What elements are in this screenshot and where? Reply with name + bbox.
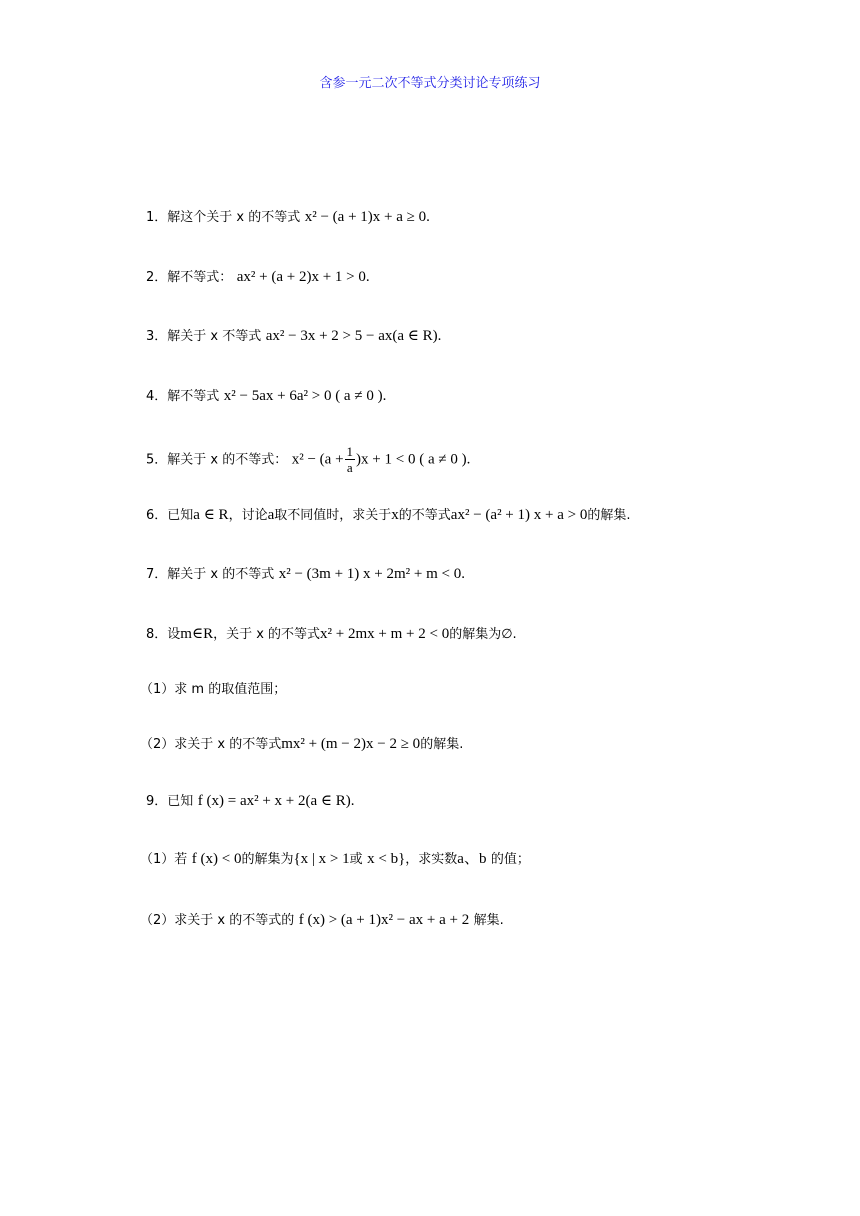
problem-text: 或 (349, 852, 363, 867)
problem-8-part-2 (140, 733, 463, 756)
problem-number: （2） (140, 913, 175, 928)
problem-math: ax² − 3x + 2 > 5 − ax(a ∈ R) (265, 328, 438, 344)
problem-text: 的解集. (587, 508, 631, 523)
problem-end: 的解集. (420, 737, 464, 752)
problem-1 (146, 206, 430, 229)
fraction-numerator: 1 (346, 444, 354, 459)
problem-2 (146, 266, 370, 289)
problem-math-post: )x + 1 < 0 ( a ≠ 0 ) (356, 451, 467, 468)
problem-math: a ∈ R (193, 507, 229, 523)
problem-text: 的解集为 (241, 852, 294, 867)
problem-end: . (382, 388, 387, 404)
problem-7 (146, 563, 465, 586)
problem-number: 5． (146, 452, 168, 468)
problem-end: . (350, 793, 355, 809)
problem-end: . (365, 269, 370, 285)
problem-8 (146, 623, 517, 646)
problem-text: 求 m 的取值范围； (174, 682, 287, 697)
problem-text: 设 (167, 627, 181, 642)
fraction-denominator: a (346, 460, 353, 475)
problem-end: . (466, 451, 471, 468)
page-title: 含参一元二次不等式分类讨论专项练习 (319, 76, 541, 91)
problem-text: 已知 (167, 794, 194, 809)
problem-6 (146, 504, 630, 527)
problem-math: a、b (457, 851, 487, 867)
problem-text: 解关于 x 不等式 (167, 329, 262, 344)
problem-4 (146, 385, 386, 408)
problem-end: . (426, 209, 430, 225)
fraction (345, 444, 356, 475)
problem-math: x² − 5ax + 6a² > 0 ( a ≠ 0 ) (223, 388, 383, 404)
problem-text: 解这个关于 x 的不等式 (167, 210, 301, 225)
problem-text: 求关于 x 的不等式 (174, 737, 282, 752)
problem-number: （1） (140, 682, 175, 697)
problem-text: 求关于 x 的不等式的 (174, 913, 295, 928)
problem-math: m∈R (180, 626, 214, 642)
problem-end: . (461, 566, 465, 582)
problem-9-part-1 (140, 848, 530, 871)
problem-number: 4． (146, 389, 168, 404)
problem-text: 解不等式： (167, 270, 233, 285)
problem-5 (146, 444, 470, 475)
problem-text: 解关于 x 的不等式： (167, 452, 288, 468)
problem-number: 3． (146, 329, 168, 344)
problem-math: x (391, 507, 399, 523)
problem-math: {x | x > 1 (293, 851, 350, 867)
problem-text: 解关于 x 的不等式 (167, 567, 275, 582)
problem-text: 已知 (167, 508, 194, 523)
problem-math: f (x) > (a + 1)x² − ax + a + 2 (298, 912, 470, 928)
problem-text: 的解集为∅. (449, 627, 517, 642)
problem-text: 解集. (473, 913, 504, 928)
problem-text: 取不同值时，求关于 (274, 508, 392, 523)
problem-number: 1． (146, 210, 168, 225)
problem-math: x < b} (367, 851, 406, 867)
problem-math: f (x) = ax² + x + 2(a ∈ R) (197, 793, 351, 809)
problem-8-part-1 (140, 678, 286, 701)
problem-math: a (267, 507, 275, 523)
problem-text: 的值； (490, 852, 530, 867)
problem-number: 7． (146, 567, 168, 582)
problem-9 (146, 790, 355, 813)
problem-9-part-2 (140, 909, 504, 932)
problem-number: （2） (140, 737, 175, 752)
problem-math: ax² − (a² + 1) x + a > 0 (450, 507, 588, 523)
problem-text: 的不等式 (398, 508, 451, 523)
problem-number: 6． (146, 508, 168, 523)
problem-text: ，关于 x 的不等式 (213, 627, 321, 642)
problem-math: x² − (a + 1)x + a ≥ 0 (304, 209, 427, 225)
problem-3 (146, 325, 441, 348)
problem-math: f (x) < 0 (191, 851, 242, 867)
problem-math: x² − (3m + 1) x + 2m² + m < 0 (278, 566, 462, 582)
problem-text: 若 (174, 852, 188, 867)
problem-math: ax² + (a + 2)x + 1 > 0 (236, 269, 366, 285)
problem-number: 8． (146, 627, 168, 642)
problem-number: （1） (140, 852, 175, 867)
problem-text: ，讨论 (228, 508, 268, 523)
problem-number: 2． (146, 270, 168, 285)
problem-text: 解不等式 (167, 389, 220, 404)
problem-math: x² + 2mx + m + 2 < 0 (320, 626, 450, 642)
problem-end: . (437, 328, 442, 344)
problem-math: x² − (a + (291, 451, 344, 468)
problem-number: 9． (146, 794, 168, 809)
problem-math: mx² + (m − 2)x − 2 ≥ 0 (281, 736, 421, 752)
problem-text: ，求实数 (405, 852, 458, 867)
